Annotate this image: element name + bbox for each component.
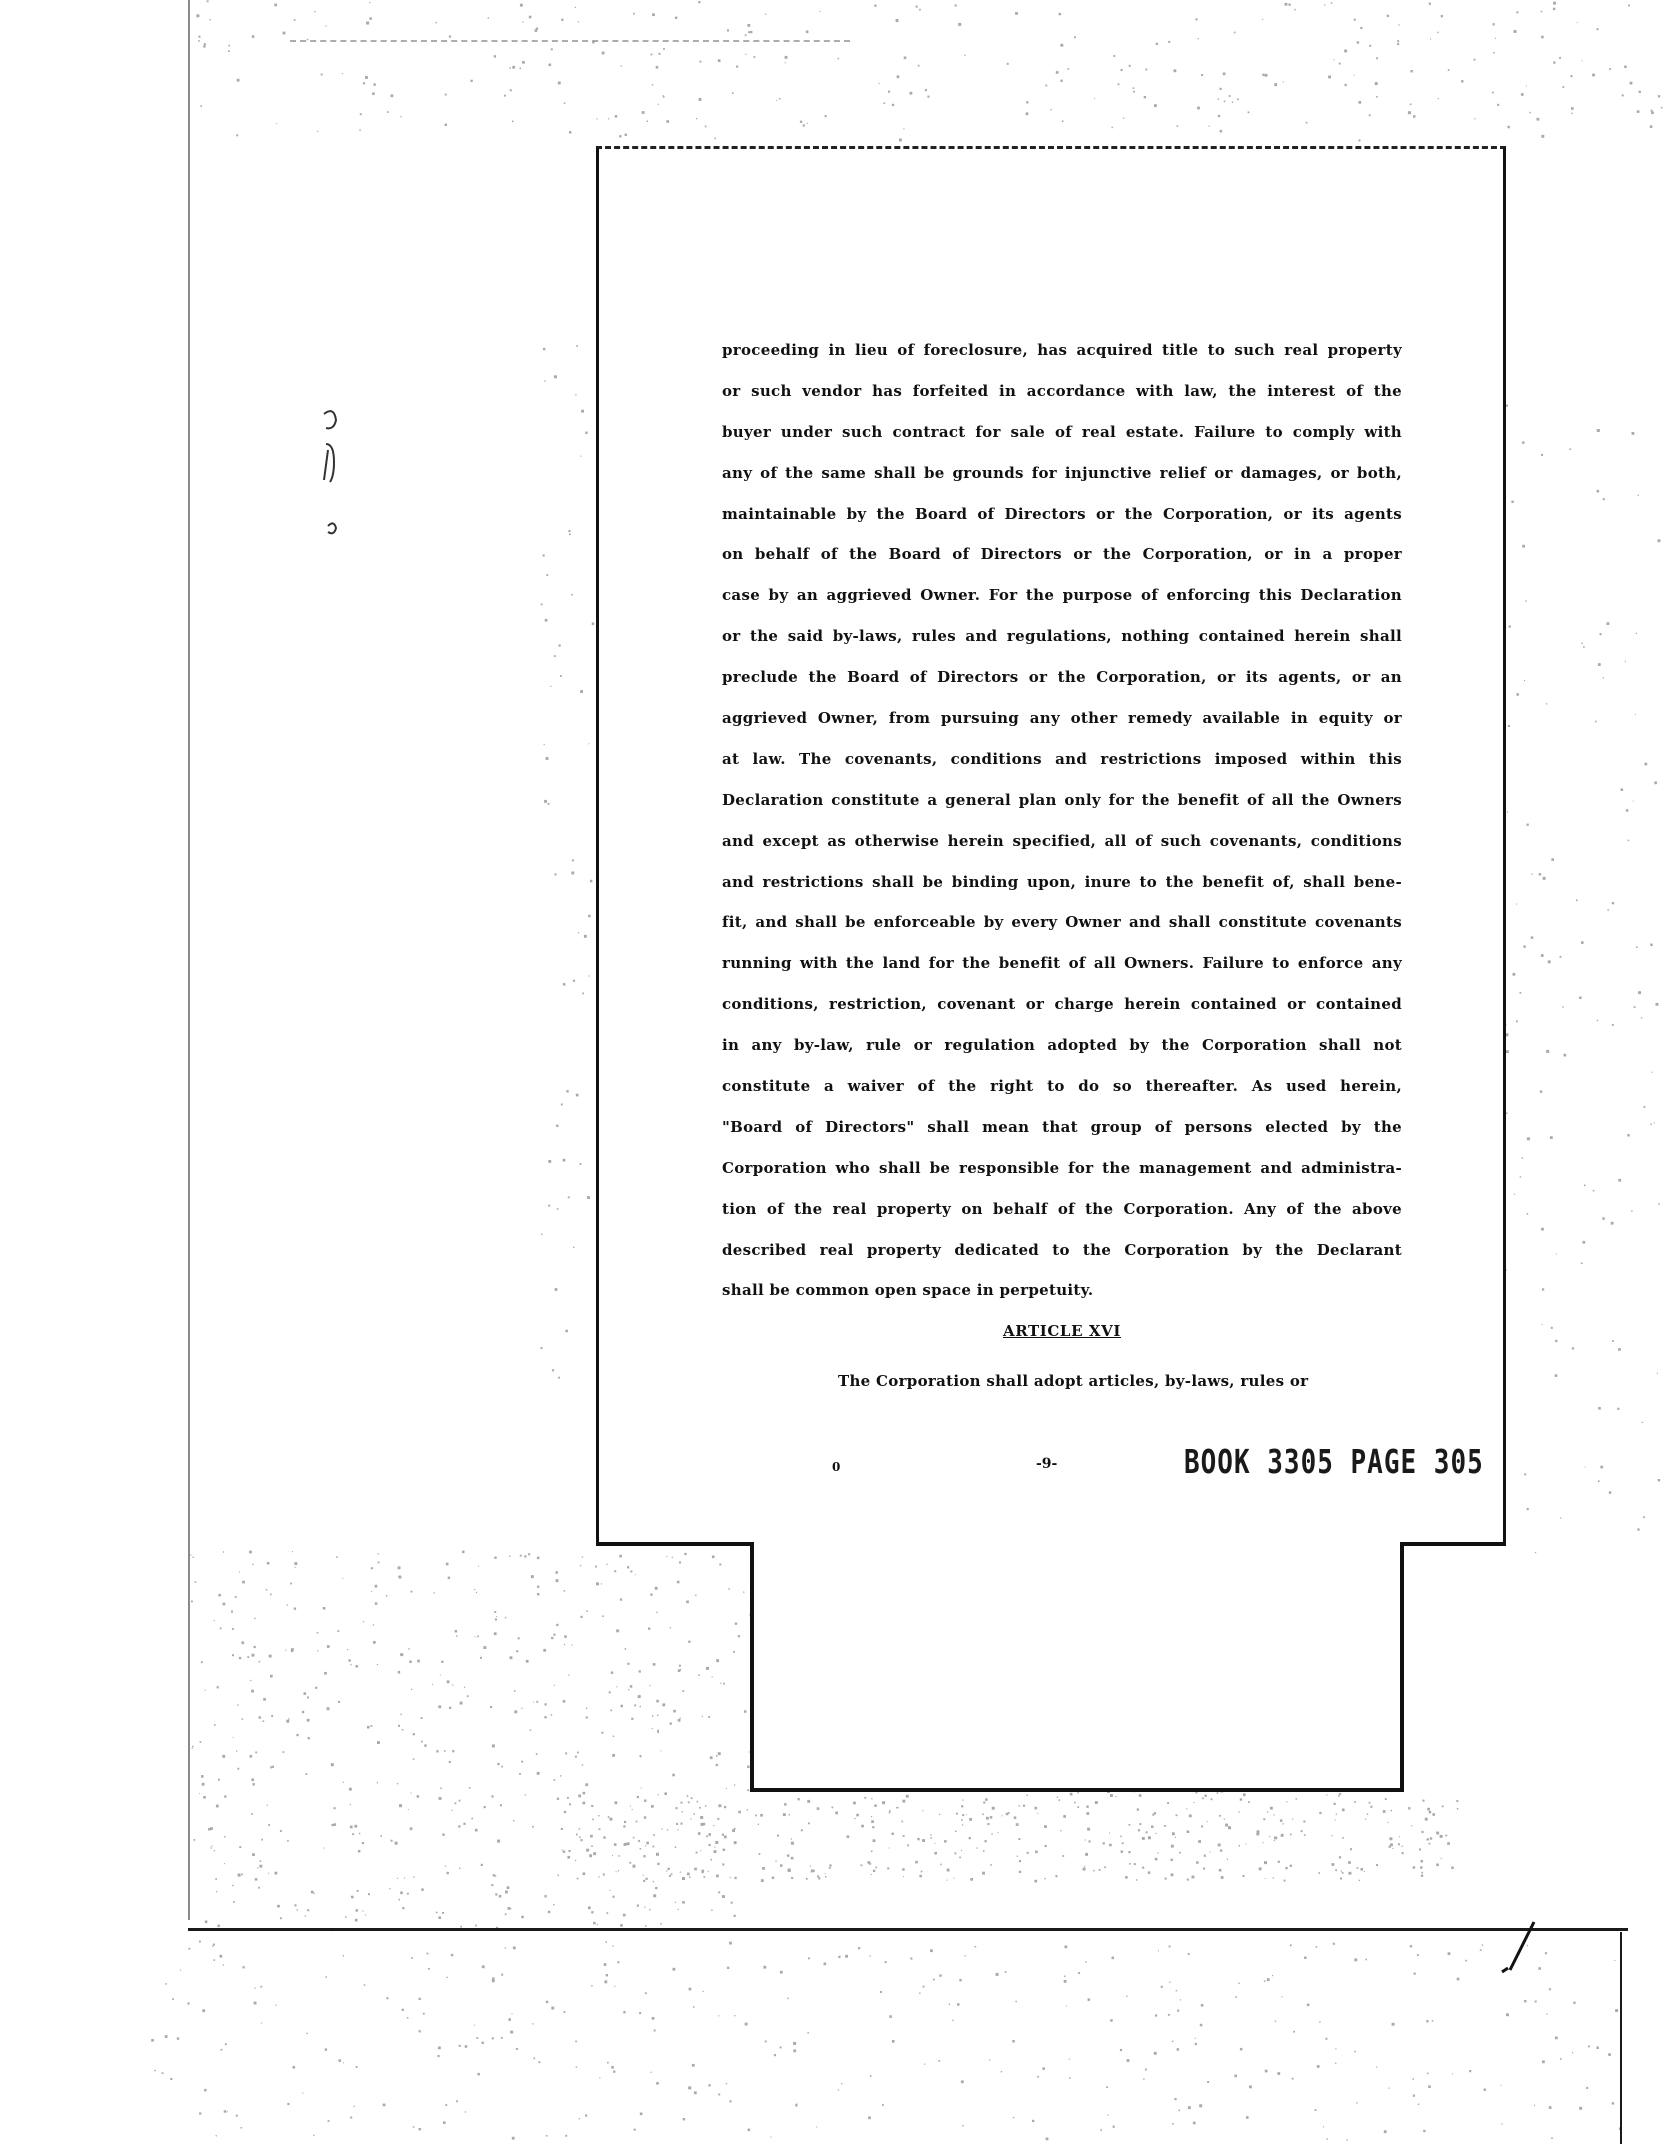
margin-handwriting-mark: [316, 404, 346, 554]
body-text-line: "Board of Directors" shall mean that group of persons elected by the: [722, 1117, 1402, 1136]
footer-small-mark: 0: [832, 1460, 841, 1474]
body-text-line: Corporation who shall be responsible for the management and administra-: [722, 1158, 1402, 1177]
page-number: -9-: [1036, 1456, 1058, 1472]
top-dashed-rule: [290, 40, 850, 43]
body-text-line: proceeding in lieu of foreclosure, has acquired title to such real property: [722, 341, 1402, 359]
body-text-line: constitute a waiver of the right to do so thereafter. As used herein,: [722, 1077, 1402, 1096]
body-text-line: or the said by-laws, rules and regulations, nothing contained herein shall: [722, 627, 1402, 646]
document-sheet-lower-tab: [750, 1542, 1404, 1792]
book-page-stamp: BOOK 3305 PAGE 305: [1184, 1444, 1484, 1482]
body-text-line: case by an aggrieved Owner. For the purpose of enforcing this Declaration: [722, 586, 1402, 605]
scan-frame-bottom-edge: [188, 1928, 1628, 1931]
body-text-line: buyer under such contract for sale of real estate. Failure to comply with: [722, 422, 1402, 441]
body-text-line: fit, and shall be enforceable by every Owner and shall constitute covenants: [722, 913, 1402, 932]
body-text-line: and except as otherwise herein specified, all of such covenants, conditions: [722, 831, 1402, 850]
body-text-line: or such vendor has forfeited in accordance with law, the interest of the: [722, 381, 1402, 400]
body-text-line: any of the same shall be grounds for injunctive relief or damages, or both,: [722, 463, 1402, 482]
body-text-line: aggrieved Owner, from pursuing any other remedy available in equity or: [722, 709, 1402, 728]
pen-slash-mark: [1500, 1918, 1540, 1978]
article-first-line: The Corporation shall adopt articles, by-laws, rules or: [838, 1372, 1309, 1390]
body-text-line: on behalf of the Board of Directors or the Corporation, or in a proper: [722, 545, 1402, 564]
body-text-line: running with the land for the benefit of all Owners. Failure to enforce any: [722, 954, 1402, 973]
sheet-tab-shoulder-left: [596, 1542, 754, 1546]
body-text-line: described real property dedicated to the Corporation by the Declarant: [722, 1240, 1402, 1259]
body-text-line: maintainable by the Board of Directors or the Corporation, or its agents: [722, 504, 1402, 523]
body-text-line: conditions, restriction, covenant or charge herein contained or contained: [722, 995, 1402, 1014]
body-text-line: and restrictions shall be binding upon, inure to the benefit of, shall bene-: [722, 872, 1402, 891]
article-heading: ARTICLE XVI: [1002, 1322, 1122, 1340]
body-text-line: tion of the real property on behalf of the Corporation. Any of the above: [722, 1199, 1402, 1218]
declaration-body-text: [722, 330, 1402, 1311]
body-text-line: in any by-law, rule or regulation adopted by the Corporation shall not: [722, 1036, 1402, 1055]
body-text-line: preclude the Board of Directors or the Corporation, or its agents, or an: [722, 668, 1402, 687]
sheet-tab-shoulder-right: [1400, 1542, 1506, 1546]
body-text-line: Declaration constitute a general plan only for the benefit of all the Owners: [722, 790, 1402, 809]
scan-frame-left-edge: [188, 0, 190, 1920]
body-text-line: shall be common open space in perpetuity.: [722, 1281, 1094, 1300]
scan-frame-right-edge: [1620, 1932, 1622, 2144]
body-text-line: at law. The covenants, conditions and restrictions imposed within this: [722, 749, 1402, 768]
